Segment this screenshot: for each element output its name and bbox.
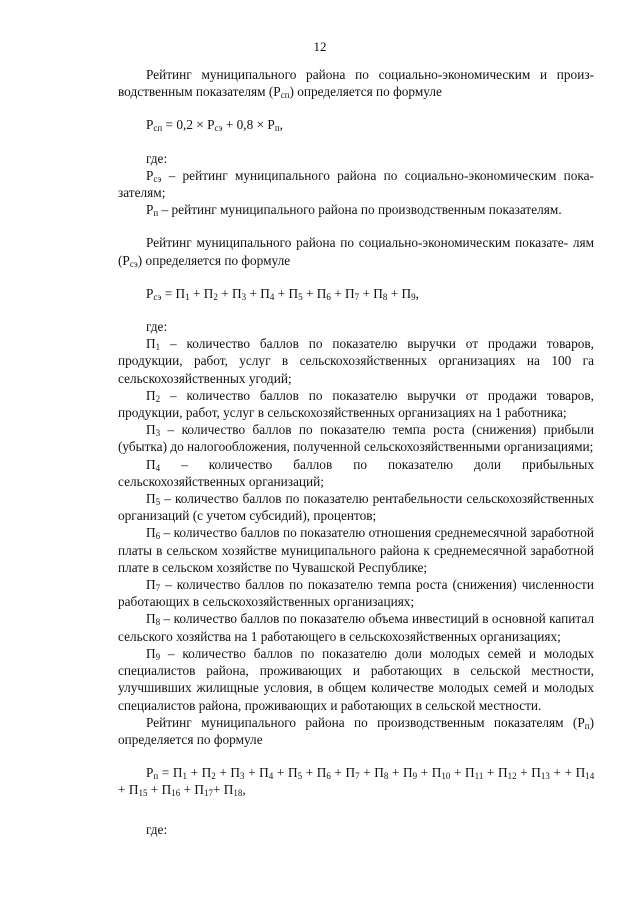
page-number: 12 — [313, 39, 327, 54]
paragraph-rse-intro: Рейтинг муниципального района по социально-экономическим показате- лям $(Р_{сэ})$ определяется по формуле — [118, 235, 594, 269]
indicator-2: $П_2$ – количество баллов по показателю выручки от продажи товаров, продукции, работ, услуг в сельскохозяйственных организациях на 1 работника; — [118, 387, 594, 421]
formula-rp: $Р_п = П_1 + П_2 + П_3 + П_4 + П_5 + П_6 + П_7 + П_8 + П_9 + П_{10} + П_{11} + П_{12} + П_{13}$ + + $П_{14} + П_{15} + П_{16} + П_{17}+ П_{18}$, — [118, 765, 595, 799]
formula-rsp: $Р_{сп} = 0,2 \times Р_{сэ} + 0,8 \times Р_п$, — [146, 117, 283, 134]
indicator-7: $П_7$ – количество баллов по показателю темпа роста (снижения) численности работающих в сельскохозяйственных организациях; — [118, 577, 594, 610]
indicator-9: $П_9$ – количество баллов по показателю доли молодых семей и молодых специалистов района, проживающих и работающих в сельской местности, улучшивших жилищные условия, в общем количестве молодых семей и молодых специалистов района, проживающих и работающих в сельской местности. — [118, 645, 594, 713]
document-body — [118, 66, 594, 838]
indicator-6: $П_6$ – количество баллов по показателю отношения среднемесячной заработной платы в сельском хозяйстве муниципального района к среднемесячной заработной плате в сельском хозяйстве по Чувашской Республике; — [118, 525, 594, 575]
definition-rp: $Р_п$ – рейтинг муниципального района по производственным показателям. — [146, 202, 562, 219]
indicator-8: $П_8$ – количество баллов по показателю объема инвестиций в основной капитал сельского хозяйства на 1 работающего в сельскохозяйственных организациях; — [118, 611, 594, 644]
indicator-4: $П_4$ – количество баллов по показателю доли прибыльных сельскохозяйственных организаций; — [118, 456, 594, 489]
definition-rse: $Р_{сэ}$ – рейтинг муниципального района по социально-экономическим пока- зателям; — [118, 167, 594, 201]
where-label: где: — [146, 150, 168, 166]
paragraph-rp-intro: Рейтинг муниципального района по производственным показателям $(Р_п)$ определяется по формуле — [118, 714, 594, 747]
indicator-3: $П_3$ – количество баллов по показателю темпа роста (снижения) прибыли (убытка) до налогообложения, полученной сельскохозяйственными организациями; — [118, 422, 594, 455]
indicator-5: $П_5$ – количество баллов по показателю рентабельности сельскохозяйственных организаций (с учетом субсидий), процентов; — [118, 491, 594, 524]
paragraph-rating-intro: Рейтинг муниципального района по социально-экономическим и произ- водственным показателям $(Р_{сп})$ определяется по формуле — [118, 67, 594, 101]
indicator-1: $П_1$ – количество баллов по показателю выручки от продажи товаров, продукции, работ, услуг в сельскохозяйственных организациях на 100 га сельскохозяйственных угодий; — [118, 336, 594, 386]
where-label-2: где: — [146, 319, 168, 335]
where-label-3: где: — [146, 821, 168, 837]
formula-rse: $Р_{сэ} = П_1 + П_2 + П_3 + П_4 + П_5 + П_6 + П_7 + П_8 + П_9$, — [146, 285, 419, 302]
